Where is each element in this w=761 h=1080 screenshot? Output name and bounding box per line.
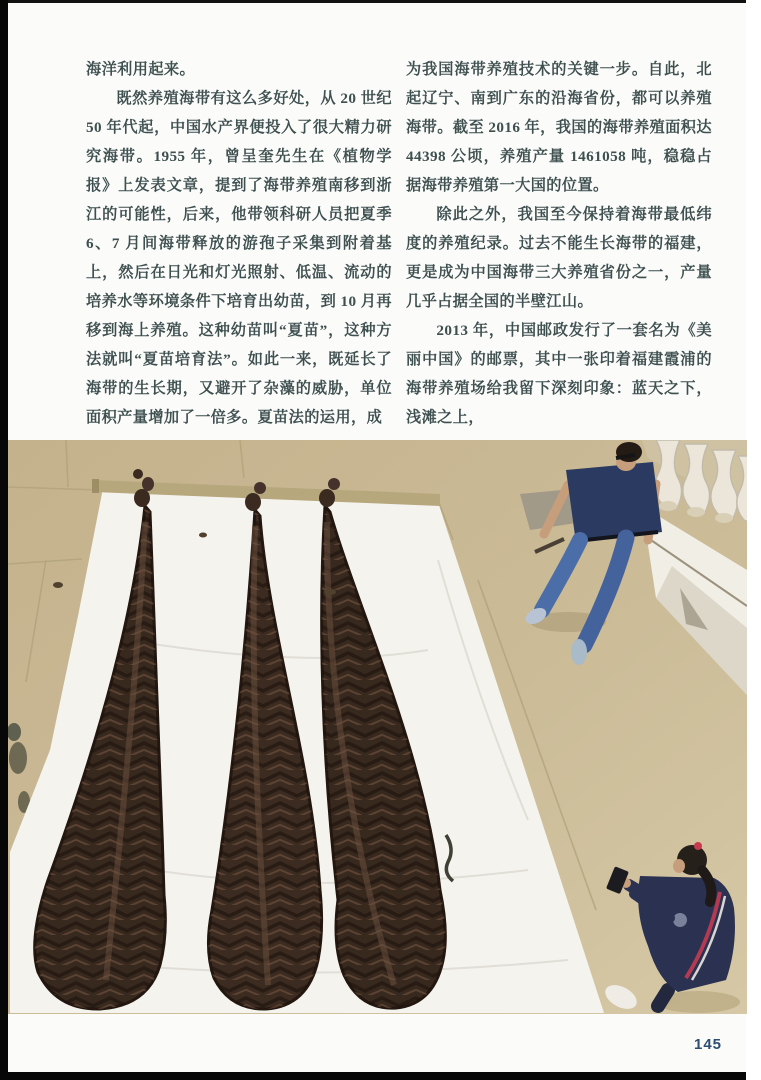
paragraph: 海洋利用起来。 (86, 61, 196, 78)
body-text (86, 55, 712, 432)
kelp-drying-photo (8, 440, 747, 1014)
scan-edge-top (0, 0, 746, 3)
right-column (406, 55, 712, 432)
left-column (86, 55, 392, 432)
page-number: 145 (693, 1036, 723, 1053)
woman-face (673, 859, 685, 873)
man-shirt (566, 462, 662, 543)
paragraph: 除此之外，我国至今保持着海带最低纬度的养殖纪录。过去不能生长海带的福建，更是成为中国海带三大养殖省份之一，产量几乎占据全国的半壁江山。 (406, 206, 712, 310)
scan-edge-left (0, 0, 8, 1080)
man-shoe-right (571, 639, 587, 665)
woman-leg (658, 990, 668, 1006)
paragraph: 2013 年，中国邮政发行了一套名为《美丽中国》的邮票，其中一张印着福建霞浦的海带养殖场给我留下深刻印象：蓝天之下，浅滩之上， (406, 322, 712, 426)
jacket-logo (673, 913, 687, 927)
red-hair-clip (694, 842, 702, 850)
paragraph: 为我国海带养殖技术的关键一步。自此，北起辽宁、南到广东的沿海省份，都可以养殖海带。截至 2016 年，我国的海带养殖面积达 44398 公顷，养殖产量 1461058 吨，稳稳占据海带养殖第一大国的位置。 (406, 61, 712, 194)
paragraph: 既然养殖海带有这么多好处，从 20 世纪 50 年代起，中国水产界便投入了很大精力研究海带。1955 年，曾呈奎先生在《植物学报》上发表文章，提到了海带养殖南移到浙江的可能性，后来，他带领科研人员把夏季 6、7 月间海带释放的游孢子采集到附着基上，然后在日光和灯光照射、低温、流动的培养水等环境条件下培育出幼苗，到 10 月再移到海上养殖。这种幼苗叫“夏苗”，这种方法就叫“夏苗培育法”。如此一来，既延长了海带的生长期，又避开了杂藻的威胁，单位面积产量增加了一倍多。夏苗法的运用，成 (86, 90, 392, 426)
scan-edge-right (746, 0, 761, 1080)
scan-edge-bottom (0, 1072, 761, 1080)
